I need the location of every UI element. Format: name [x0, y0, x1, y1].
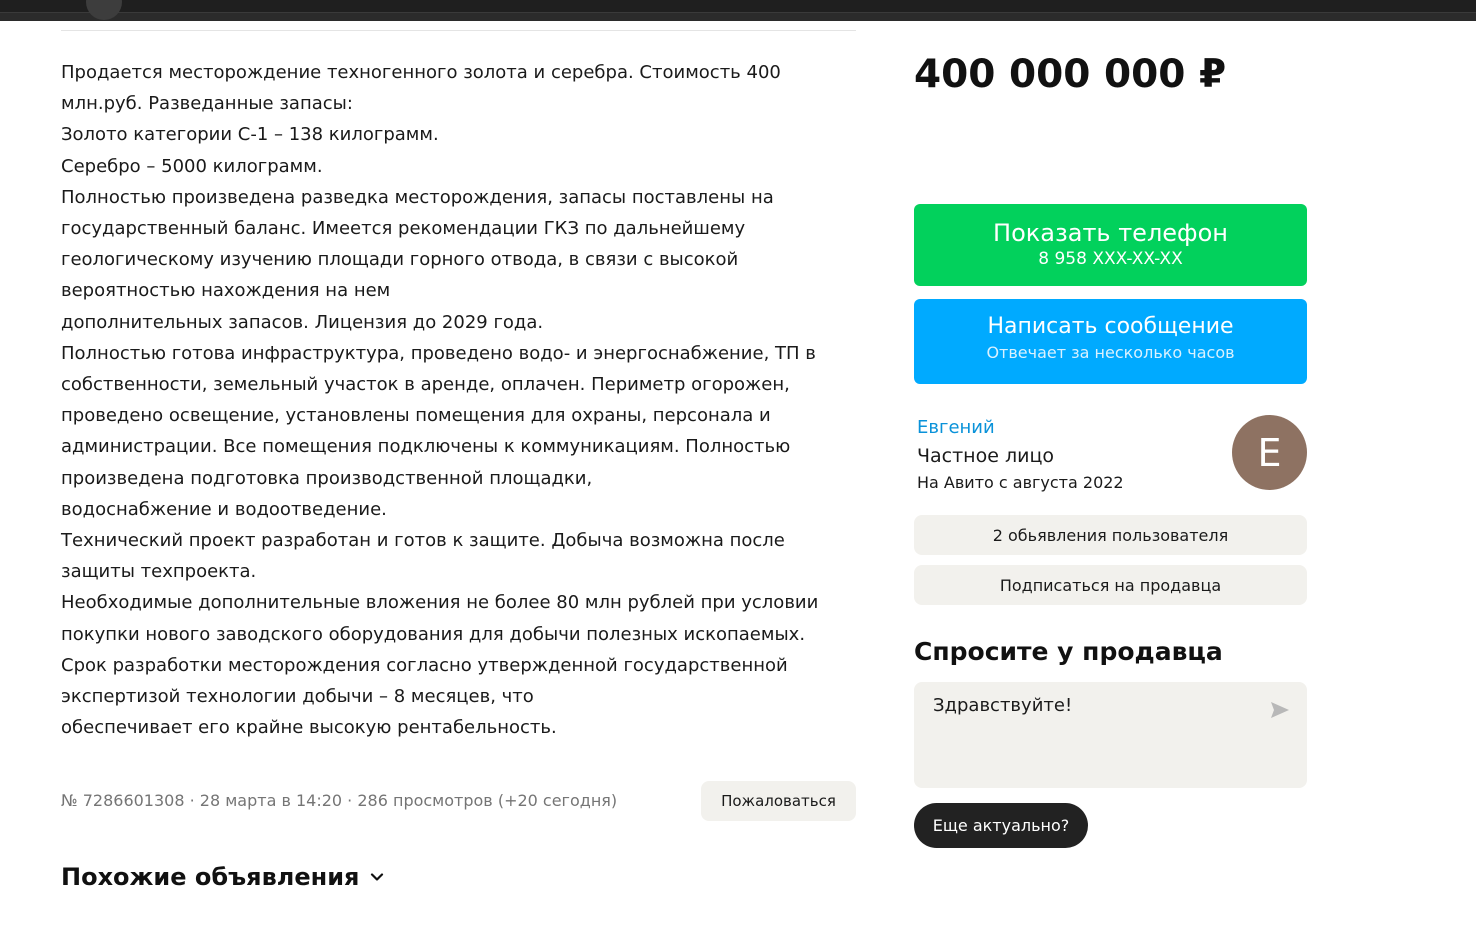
- chevron-down-icon: [369, 869, 385, 885]
- description-line: обеспечивает его крайне высокую рентабельность.: [61, 717, 557, 739]
- write-message-button[interactable]: [914, 299, 1307, 384]
- description-line: Продается месторождение техногенного золота и серебра. Стоимость 400: [61, 62, 781, 83]
- seller-name-link[interactable]: Евгений: [917, 417, 995, 438]
- description-line: проведено освещение, установлены помещения для охраны, персонала и: [61, 405, 771, 427]
- description-line: Необходимые дополнительные вложения не более 80 млн рублей при условии: [61, 592, 819, 614]
- response-time-note: Отвечает за несколько часов: [986, 343, 1235, 362]
- listing-meta: № 7286601308 · 28 марта в 14:20 · 286 просмотров (+20 сегодня): [61, 791, 618, 810]
- description-line: Срок разработки месторождения согласно утвержденной государственной: [61, 654, 788, 676]
- description-line: вероятностью нахождения на нем: [61, 280, 391, 302]
- browser-top-bar: [0, 0, 1476, 20]
- description-line: собственности, земельный участок в аренде, оплачен. Периметр огорожен,: [61, 374, 790, 396]
- subscribe-seller-button[interactable]: Подписаться на продавца: [914, 565, 1307, 605]
- show-phone-label: Показать телефон: [993, 219, 1228, 247]
- seller-since: На Авито с августа 2022: [917, 473, 1124, 492]
- description-line: покупки нового заводского оборудования для добычи полезных ископаемых.: [61, 623, 806, 645]
- write-message-label: Написать сообщение: [987, 314, 1234, 339]
- send-icon[interactable]: [1269, 699, 1291, 721]
- description-line: защиты техпроекта.: [61, 561, 257, 583]
- description-line: геологическому изучению площади горного отвода, в связи с высокой: [61, 249, 739, 271]
- description-line: администрации. Все помещения подключены к коммуникациям. Полностью: [61, 436, 791, 458]
- still-relevant-button[interactable]: Еще актуально?: [914, 803, 1088, 848]
- description-line: млн.руб. Разведанные запасы:: [61, 93, 353, 115]
- ask-seller-title: Спросите у продавца: [914, 637, 1223, 666]
- description-line: государственный баланс. Имеется рекомендации ГКЗ по дальнейшему: [61, 218, 746, 240]
- description-line: водоснабжение и водоотведение.: [61, 498, 387, 520]
- user-ads-button[interactable]: 2 обьявления пользователя: [914, 515, 1307, 555]
- similar-ads-label: Похожие объявления: [61, 863, 360, 891]
- section-divider: [61, 30, 856, 31]
- show-phone-button[interactable]: [914, 204, 1307, 286]
- description-line: Серебро – 5000 килограмм.: [61, 155, 323, 177]
- description-line: Полностью готова инфраструктура, проведено водо- и энергоснабжение, ТП в: [61, 342, 816, 364]
- ask-message-input[interactable]: [933, 692, 1253, 720]
- item-price: 400 000 000 ₽: [914, 52, 1227, 97]
- description-line: Золото категории С-1 – 138 килограмм.: [61, 124, 439, 146]
- item-description: [61, 57, 841, 743]
- ask-seller-box: [914, 682, 1307, 788]
- description-line: экспертизой технологии добычи – 8 месяцев, что: [61, 686, 534, 708]
- avatar[interactable]: Е: [1232, 415, 1307, 490]
- description-line: произведена подготовка производственной площадки,: [61, 467, 593, 489]
- description-line: дополнительных запасов. Лицензия до 2029 года.: [61, 311, 544, 333]
- seller-type: Частное лицо: [917, 445, 1055, 467]
- complain-button[interactable]: Пожаловаться: [701, 781, 856, 821]
- description-line: Полностью произведена разведка месторождения, запасы поставлены на: [61, 186, 774, 208]
- similar-ads-toggle[interactable]: [61, 860, 385, 894]
- horizontal-scrollbar[interactable]: [0, 12, 1476, 21]
- phone-number-masked: 8 958 XXX-XX-XX: [1038, 249, 1183, 269]
- description-line: Технический проект разработан и готов к защите. Добыча возможна после: [61, 530, 785, 552]
